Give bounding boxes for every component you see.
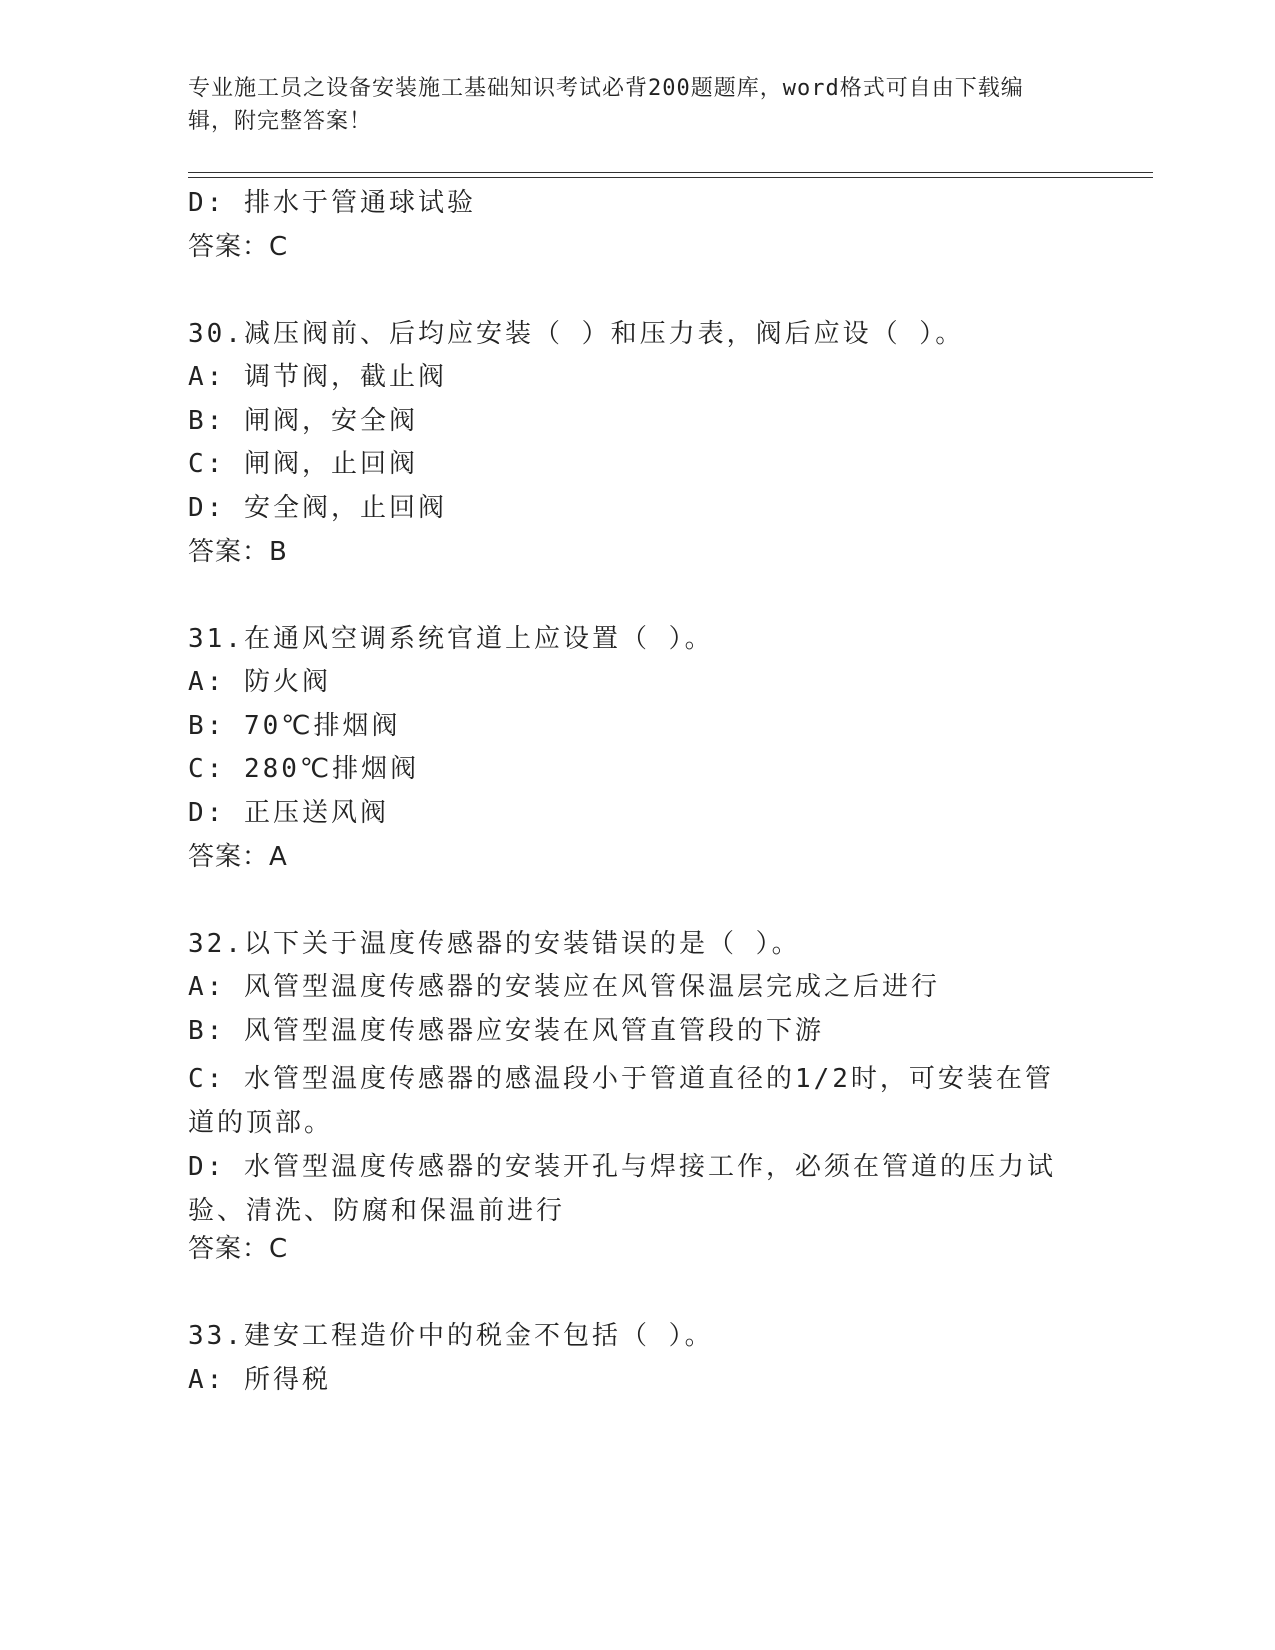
q30-option-c: C: 闸阀，止回阀 bbox=[188, 449, 418, 479]
q29-answer: 答案：C bbox=[188, 232, 289, 262]
q29-option-d: D: 排水于管通球试验 bbox=[188, 188, 476, 218]
q30-option-a: A: 调节阀，截止阀 bbox=[188, 362, 447, 392]
q32-option-b: B: 风管型温度传感器应安装在风管直管段的下游 bbox=[188, 1016, 824, 1046]
q32-stem: 32.以下关于温度传感器的安装错误的是（ ）。 bbox=[188, 929, 801, 959]
q32-option-c: C: 水管型温度传感器的感温段小于管道直径的1/2时，可安装在管道的顶部。 bbox=[188, 1064, 1054, 1138]
q30-option-d: D: 安全阀，止回阀 bbox=[188, 493, 447, 523]
q31-option-b: B: 70℃排烟阀 bbox=[188, 711, 401, 741]
q30-answer: 答案：B bbox=[188, 537, 288, 567]
q33-option-a: A: 所得税 bbox=[188, 1365, 331, 1395]
q33-stem: 33.建安工程造价中的税金不包括（ ）。 bbox=[188, 1321, 714, 1351]
q32-option-d: D: 水管型温度传感器的安装开孔与焊接工作，必须在管道的压力试验、清洗、防腐和保温前进行 bbox=[188, 1152, 1056, 1226]
q32-answer: 答案：C bbox=[188, 1234, 289, 1264]
q31-option-c: C: 280℃排烟阀 bbox=[188, 754, 420, 784]
q30-stem: 30.减压阀前、后均应安装（ ）和压力表，阀后应设（ ）。 bbox=[188, 319, 965, 349]
q31-answer: 答案：A bbox=[188, 842, 288, 872]
q31-option-a: A: 防火阀 bbox=[188, 667, 331, 697]
q31-option-d: D: 正压送风阀 bbox=[188, 798, 389, 828]
q31-stem: 31.在通风空调系统官道上应设置（ ）。 bbox=[188, 624, 714, 654]
q30-option-b: B: 闸阀，安全阀 bbox=[188, 406, 418, 436]
header-divider-top bbox=[188, 172, 1153, 173]
header-divider-bottom bbox=[188, 177, 1153, 178]
document-header: 专业施工员之设备安装施工基础知识考试必背200题题库，word格式可自由下载编辑，附完整答案！ bbox=[188, 76, 1024, 134]
q32-option-a: A: 风管型温度传感器的安装应在风管保温层完成之后进行 bbox=[188, 972, 940, 1002]
